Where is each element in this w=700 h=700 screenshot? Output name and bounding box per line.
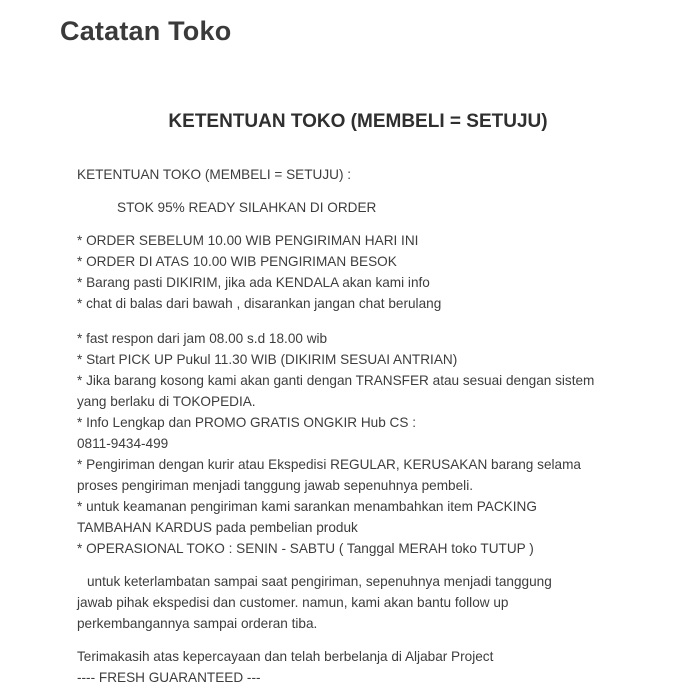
rule-line: proses pengiriman menjadi tanggung jawab sepenuhnya pembeli. bbox=[77, 478, 473, 493]
stock-line: STOK 95% READY SILAHKAN DI ORDER bbox=[117, 200, 377, 215]
intro-line: KETENTUAN TOKO (MEMBELI = SETUJU) : bbox=[77, 167, 352, 182]
disclaimer-line: untuk keterlambatan sampai saat pengiriman, sepenuhnya menjadi tanggung bbox=[87, 574, 552, 589]
delay-disclaimer bbox=[77, 571, 667, 634]
service-rules-group bbox=[77, 328, 667, 559]
tagline: ---- FRESH GUARANTEED --- bbox=[77, 670, 261, 685]
cs-phone-number: 0811-9434-499 bbox=[77, 436, 169, 451]
rule-line: * untuk keamanan pengiriman kami sarankan menambahkan item PACKING bbox=[77, 499, 537, 514]
rule-line: * Start PICK UP Pukul 11.30 WIB (DIKIRIM SESUAI ANTRIAN) bbox=[77, 352, 458, 367]
rule-line: * chat di balas dari bawah , disarankan jangan chat berulang bbox=[77, 296, 442, 311]
rule-line: * Barang pasti DIKIRIM, jika ada KENDALA akan kami info bbox=[77, 275, 430, 290]
disclaimer-line: perkembangannya sampai orderan tiba. bbox=[77, 616, 318, 631]
rule-line: * Info Lengkap dan PROMO GRATIS ONGKIR Hub CS : bbox=[77, 415, 416, 430]
rule-line: * Pengiriman dengan kurir atau Ekspedisi REGULAR, KERUSAKAN barang selama bbox=[77, 457, 581, 472]
disclaimer-line: jawab pihak ekspedisi dan customer. namun, kami akan bantu follow up bbox=[77, 595, 509, 610]
order-rules-group bbox=[77, 230, 667, 314]
rule-line: yang berlaku di TOKOPEDIA. bbox=[77, 394, 256, 409]
rule-line: * ORDER DI ATAS 10.00 WIB PENGIRIMAN BESOK bbox=[77, 254, 397, 269]
rule-line: * fast respon dari jam 08.00 s.d 18.00 wib bbox=[77, 331, 328, 346]
rule-line: TAMBAHAN KARDUS pada pembelian produk bbox=[77, 520, 358, 535]
page-title: Catatan Toko bbox=[60, 16, 232, 46]
store-notes-content bbox=[77, 164, 667, 688]
closing-message bbox=[77, 646, 667, 688]
rule-line: * Jika barang kosong kami akan ganti dengan TRANSFER atau sesuai dengan sistem bbox=[77, 373, 595, 388]
notice-heading: KETENTUAN TOKO (MEMBELI = SETUJU) bbox=[168, 111, 548, 132]
thank-you-line: Terimakasih atas kepercayaan dan telah berbelanja di Aljabar Project bbox=[77, 649, 494, 664]
operating-hours-line: * OPERASIONAL TOKO : SENIN - SABTU ( Tanggal MERAH toko TUTUP ) bbox=[77, 541, 534, 556]
rule-line: * ORDER SEBELUM 10.00 WIB PENGIRIMAN HARI INI bbox=[77, 233, 419, 248]
